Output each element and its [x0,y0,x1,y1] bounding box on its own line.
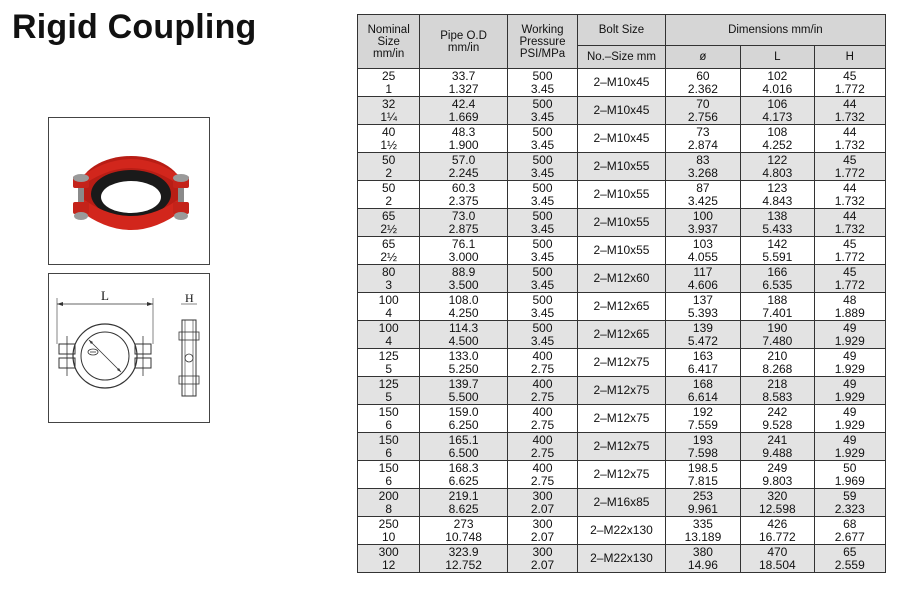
cell-working-pressure: 400 2.75 [507,405,577,433]
cell-nominal-size: 40 1½ [358,125,420,153]
cell-bolt-size: 2–M12x75 [578,377,665,405]
cell-nominal-size: 32 1¼ [358,97,420,125]
header-dim-h: H [814,46,885,69]
cell-bolt-size: 2–M12x65 [578,321,665,349]
cell-pipe-od: 57.0 2.245 [420,153,507,181]
cell-bolt-size: 2–M10x45 [578,125,665,153]
cell-dim-l: 241 9.488 [741,433,814,461]
coupling-drawing [49,274,209,422]
cell-dim-l: 470 18.504 [741,545,814,573]
cell-working-pressure: 500 3.45 [507,265,577,293]
header-bolt-no-size: No.–Size mm [578,46,665,69]
cell-bolt-size: 2–M10x55 [578,237,665,265]
header-nominal-size: Nominal Size mm/in [358,15,420,69]
cell-dim-h: 44 1.732 [814,209,885,237]
header-bolt-size: Bolt Size [578,15,665,46]
spec-table-header [358,15,886,69]
cell-dim-h: 49 1.929 [814,377,885,405]
table-row [358,433,886,461]
cell-working-pressure: 400 2.75 [507,349,577,377]
cell-dim-l: 122 4.803 [741,153,814,181]
table-row [358,461,886,489]
cell-dim-h: 49 1.929 [814,321,885,349]
table-row [358,293,886,321]
cell-dim-l: 190 7.480 [741,321,814,349]
cell-dim-phi: 117 4.606 [665,265,740,293]
cell-nominal-size: 65 2½ [358,209,420,237]
cell-pipe-od: 165.1 6.500 [420,433,507,461]
product-photo [48,117,210,265]
cell-bolt-size: 2–M10x45 [578,97,665,125]
cell-bolt-size: 2–M12x75 [578,349,665,377]
table-row [358,153,886,181]
cell-nominal-size: 150 6 [358,433,420,461]
cell-working-pressure: 500 3.45 [507,237,577,265]
cell-dim-l: 320 12.598 [741,489,814,517]
cell-pipe-od: 33.7 1.327 [420,69,507,97]
cell-dim-l: 242 9.528 [741,405,814,433]
spec-table [357,14,886,573]
cell-pipe-od: 114.3 4.500 [420,321,507,349]
cell-dim-h: 45 1.772 [814,265,885,293]
cell-dim-h: 49 1.929 [814,349,885,377]
dimension-diagram [48,273,210,423]
cell-dim-l: 102 4.016 [741,69,814,97]
table-row [358,265,886,293]
cell-dim-h: 44 1.732 [814,97,885,125]
cell-dim-phi: 137 5.393 [665,293,740,321]
table-row [358,69,886,97]
spec-table-body [358,69,886,573]
table-row [358,349,886,377]
header-pipe-od: Pipe O.D mm/in [420,15,507,69]
header-dimensions: Dimensions mm/in [665,15,885,46]
table-row [358,489,886,517]
cell-dim-h: 49 1.929 [814,433,885,461]
cell-dim-phi: 87 3.425 [665,181,740,209]
cell-dim-phi: 335 13.189 [665,517,740,545]
cell-pipe-od: 133.0 5.250 [420,349,507,377]
cell-pipe-od: 159.0 6.250 [420,405,507,433]
cell-pipe-od: 88.9 3.500 [420,265,507,293]
cell-working-pressure: 500 3.45 [507,69,577,97]
cell-working-pressure: 300 2.07 [507,545,577,573]
cell-dim-h: 50 1.969 [814,461,885,489]
cell-nominal-size: 100 4 [358,293,420,321]
cell-dim-l: 426 16.772 [741,517,814,545]
table-row [358,405,886,433]
cell-dim-h: 45 1.772 [814,153,885,181]
cell-dim-l: 138 5.433 [741,209,814,237]
cell-dim-phi: 70 2.756 [665,97,740,125]
cell-dim-l: 106 4.173 [741,97,814,125]
cell-nominal-size: 100 4 [358,321,420,349]
cell-dim-h: 65 2.559 [814,545,885,573]
cell-nominal-size: 25 1 [358,69,420,97]
header-dim-phi: ø [665,46,740,69]
cell-dim-phi: 103 4.055 [665,237,740,265]
cell-pipe-od: 73.0 2.875 [420,209,507,237]
cell-working-pressure: 500 3.45 [507,125,577,153]
cell-bolt-size: 2–M12x75 [578,405,665,433]
cell-dim-h: 49 1.929 [814,405,885,433]
cell-dim-l: 108 4.252 [741,125,814,153]
table-row [358,517,886,545]
cell-dim-h: 44 1.732 [814,125,885,153]
cell-working-pressure: 400 2.75 [507,433,577,461]
cell-nominal-size: 150 6 [358,405,420,433]
cell-pipe-od: 48.3 1.900 [420,125,507,153]
table-row [358,209,886,237]
cell-pipe-od: 323.9 12.752 [420,545,507,573]
cell-nominal-size: 150 6 [358,461,420,489]
cell-pipe-od: 60.3 2.375 [420,181,507,209]
cell-working-pressure: 500 3.45 [507,209,577,237]
cell-working-pressure: 500 3.45 [507,321,577,349]
cell-pipe-od: 219.1 8.625 [420,489,507,517]
table-row [358,545,886,573]
cell-pipe-od: 42.4 1.669 [420,97,507,125]
cell-pipe-od: 108.0 4.250 [420,293,507,321]
cell-dim-phi: 139 5.472 [665,321,740,349]
cell-nominal-size: 125 5 [358,377,420,405]
cell-working-pressure: 500 3.45 [507,293,577,321]
cell-bolt-size: 2–M22x130 [578,545,665,573]
cell-bolt-size: 2–M16x85 [578,489,665,517]
cell-dim-l: 249 9.803 [741,461,814,489]
cell-pipe-od: 273 10.748 [420,517,507,545]
cell-bolt-size: 2–M12x75 [578,461,665,489]
rigid-coupling-photo [49,118,209,264]
cell-bolt-size: 2–M10x55 [578,181,665,209]
cell-dim-phi: 380 14.96 [665,545,740,573]
cell-dim-l: 218 8.583 [741,377,814,405]
cell-dim-phi: 168 6.614 [665,377,740,405]
cell-nominal-size: 125 5 [358,349,420,377]
cell-working-pressure: 500 3.45 [507,97,577,125]
cell-pipe-od: 76.1 3.000 [420,237,507,265]
cell-working-pressure: 300 2.07 [507,517,577,545]
cell-dim-l: 123 4.843 [741,181,814,209]
cell-dim-h: 44 1.732 [814,181,885,209]
cell-nominal-size: 300 12 [358,545,420,573]
cell-bolt-size: 2–M10x55 [578,153,665,181]
table-row [358,181,886,209]
cell-nominal-size: 250 10 [358,517,420,545]
cell-dim-phi: 83 3.268 [665,153,740,181]
page-title: Rigid Coupling [12,8,257,46]
cell-dim-l: 188 7.401 [741,293,814,321]
table-row [358,237,886,265]
cell-pipe-od: 168.3 6.625 [420,461,507,489]
cell-bolt-size: 2–M10x45 [578,69,665,97]
cell-bolt-size: 2–M12x65 [578,293,665,321]
cell-dim-phi: 73 2.874 [665,125,740,153]
cell-dim-phi: 193 7.598 [665,433,740,461]
cell-working-pressure: 400 2.75 [507,377,577,405]
cell-dim-h: 68 2.677 [814,517,885,545]
table-row [358,97,886,125]
table-row [358,125,886,153]
cell-nominal-size: 50 2 [358,181,420,209]
cell-dim-phi: 253 9.961 [665,489,740,517]
cell-nominal-size: 65 2½ [358,237,420,265]
cell-dim-phi: 100 3.937 [665,209,740,237]
label-l: L [101,288,109,303]
cell-working-pressure: 500 3.45 [507,153,577,181]
cell-nominal-size: 50 2 [358,153,420,181]
header-dim-l: L [741,46,814,69]
cell-working-pressure: 400 2.75 [507,461,577,489]
cell-dim-h: 45 1.772 [814,237,885,265]
cell-dim-phi: 192 7.559 [665,405,740,433]
cell-dim-h: 59 2.323 [814,489,885,517]
cell-dim-l: 166 6.535 [741,265,814,293]
label-h: H [185,291,194,305]
cell-dim-l: 142 5.591 [741,237,814,265]
table-row [358,377,886,405]
cell-bolt-size: 2–M22x130 [578,517,665,545]
cell-nominal-size: 200 8 [358,489,420,517]
cell-nominal-size: 80 3 [358,265,420,293]
table-row [358,321,886,349]
cell-working-pressure: 300 2.07 [507,489,577,517]
cell-working-pressure: 500 3.45 [507,181,577,209]
header-working-pressure: Working Pressure PSI/MPa [507,15,577,69]
cell-dim-phi: 163 6.417 [665,349,740,377]
cell-bolt-size: 2–M12x75 [578,433,665,461]
cell-dim-h: 48 1.889 [814,293,885,321]
cell-dim-l: 210 8.268 [741,349,814,377]
cell-bolt-size: 2–M12x60 [578,265,665,293]
cell-pipe-od: 139.7 5.500 [420,377,507,405]
cell-bolt-size: 2–M10x55 [578,209,665,237]
cell-dim-h: 45 1.772 [814,69,885,97]
cell-dim-phi: 60 2.362 [665,69,740,97]
cell-dim-phi: 198.5 7.815 [665,461,740,489]
